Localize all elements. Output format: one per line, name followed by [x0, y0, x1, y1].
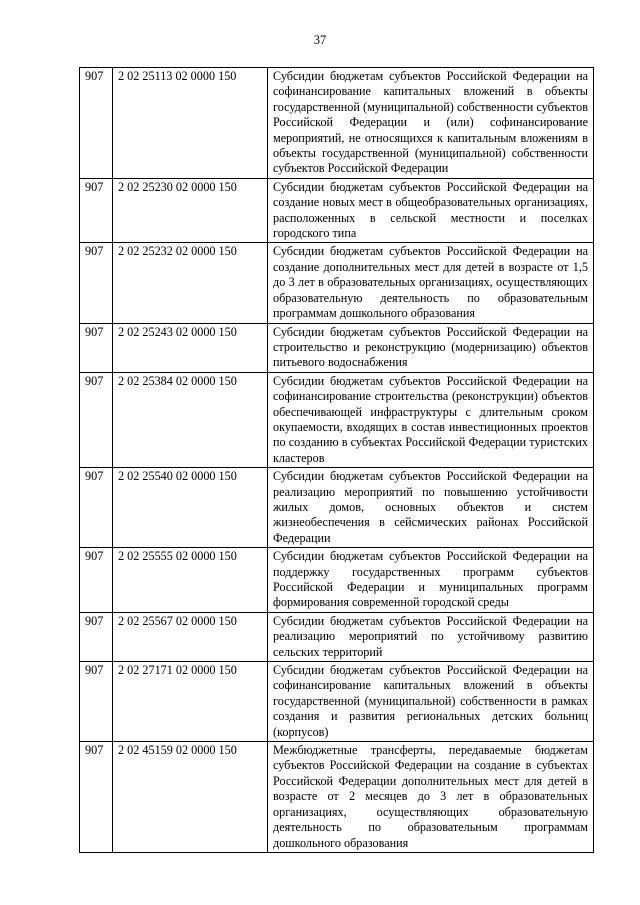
table-row [80, 372, 594, 467]
admin-code-cell: 907 [80, 548, 113, 613]
description-cell: Субсидии бюджетам субъектов Российской Федерации на строительство и реконструкцию (модернизацию) объектов питьевого водоснабжения [268, 323, 594, 372]
description-cell: Субсидии бюджетам субъектов Российской Федерации на создание дополнительных мест для детей в возрасте от 1,5 до 3 лет в образовательных организациях, осуществляющих образовательную деятельность по образовательным программам дошкольного образования [268, 243, 594, 323]
description-cell: Субсидии бюджетам субъектов Российской Федерации на создание новых мест в общеобразовательных организациях, расположенных в сельской местности и поселках городского типа [268, 178, 594, 243]
description-cell: Субсидии бюджетам субъектов Российской Федерации на реализацию мероприятий по повышению устойчивости жилых домов, основных объектов и систем жизнеобеспечения в сейсмических районах Российской Федерации [268, 468, 594, 548]
table-row [80, 548, 594, 613]
table-row [80, 742, 594, 853]
budget-code-cell: 2 02 25232 02 0000 150 [113, 243, 268, 323]
admin-code-cell: 907 [80, 468, 113, 548]
budget-code-cell: 2 02 25540 02 0000 150 [113, 468, 268, 548]
table-row [80, 243, 594, 323]
budget-code-cell: 2 02 25555 02 0000 150 [113, 548, 268, 613]
table-row [80, 68, 594, 179]
page-number: 37 [313, 33, 327, 47]
budget-code-cell: 2 02 25384 02 0000 150 [113, 372, 268, 467]
admin-code-cell: 907 [80, 742, 113, 853]
admin-code-cell: 907 [80, 323, 113, 372]
table-row [80, 323, 594, 372]
budget-code-cell: 2 02 45159 02 0000 150 [113, 742, 268, 853]
description-cell: Субсидии бюджетам субъектов Российской Федерации на софинансирование капитальных вложений в объекты государственной (муниципальной) собственности субъектов Российской Федерации и (или) софинансирование мероприятий, не относящихся к капитальным вложениям в объекты государственной (муниципальной) собственности субъектов Российской Федерации [268, 68, 594, 179]
table-body [80, 68, 594, 853]
description-cell: Субсидии бюджетам субъектов Российской Федерации на софинансирование строительства (реконструкции) объектов обеспечивающей инфраструктуры с длительным сроком окупаемости, входящих в состав инвестиционных проектов по созданию в субъектах Российской Федерации туристских кластеров [268, 372, 594, 467]
description-cell: Субсидии бюджетам субъектов Российской Федерации на софинансирование капитальных вложений в объекты государственной (муниципальной) собственности в рамках создания и развития региональных детских больниц (корпусов) [268, 662, 594, 742]
description-cell: Субсидии бюджетам субъектов Российской Федерации на поддержку государственных программ субъектов Российской Федерации и муниципальных программ формирования современной городской среды [268, 548, 594, 613]
admin-code-cell: 907 [80, 68, 113, 179]
budget-code-cell: 2 02 25243 02 0000 150 [113, 323, 268, 372]
budget-classification-table [79, 67, 594, 853]
admin-code-cell: 907 [80, 243, 113, 323]
admin-code-cell: 907 [80, 662, 113, 742]
table-row [80, 612, 594, 661]
budget-code-cell: 2 02 25230 02 0000 150 [113, 178, 268, 243]
table-row [80, 662, 594, 742]
admin-code-cell: 907 [80, 178, 113, 243]
admin-code-cell: 907 [80, 612, 113, 661]
description-cell: Межбюджетные трансферты, передаваемые бюджетам субъектов Российской Федерации на создание в субъектах Российской Федерации дополнительных мест для детей в возрасте от 2 месяцев до 3 лет в образовательных организациях, осуществляющих образовательную деятельность по образовательным программам дошкольного образования [268, 742, 594, 853]
budget-code-cell: 2 02 25567 02 0000 150 [113, 612, 268, 661]
admin-code-cell: 907 [80, 372, 113, 467]
table-row [80, 178, 594, 243]
table-row [80, 468, 594, 548]
budget-code-cell: 2 02 25113 02 0000 150 [113, 68, 268, 179]
budget-code-cell: 2 02 27171 02 0000 150 [113, 662, 268, 742]
description-cell: Субсидии бюджетам субъектов Российской Федерации на реализацию мероприятий по устойчивому развитию сельских территорий [268, 612, 594, 661]
